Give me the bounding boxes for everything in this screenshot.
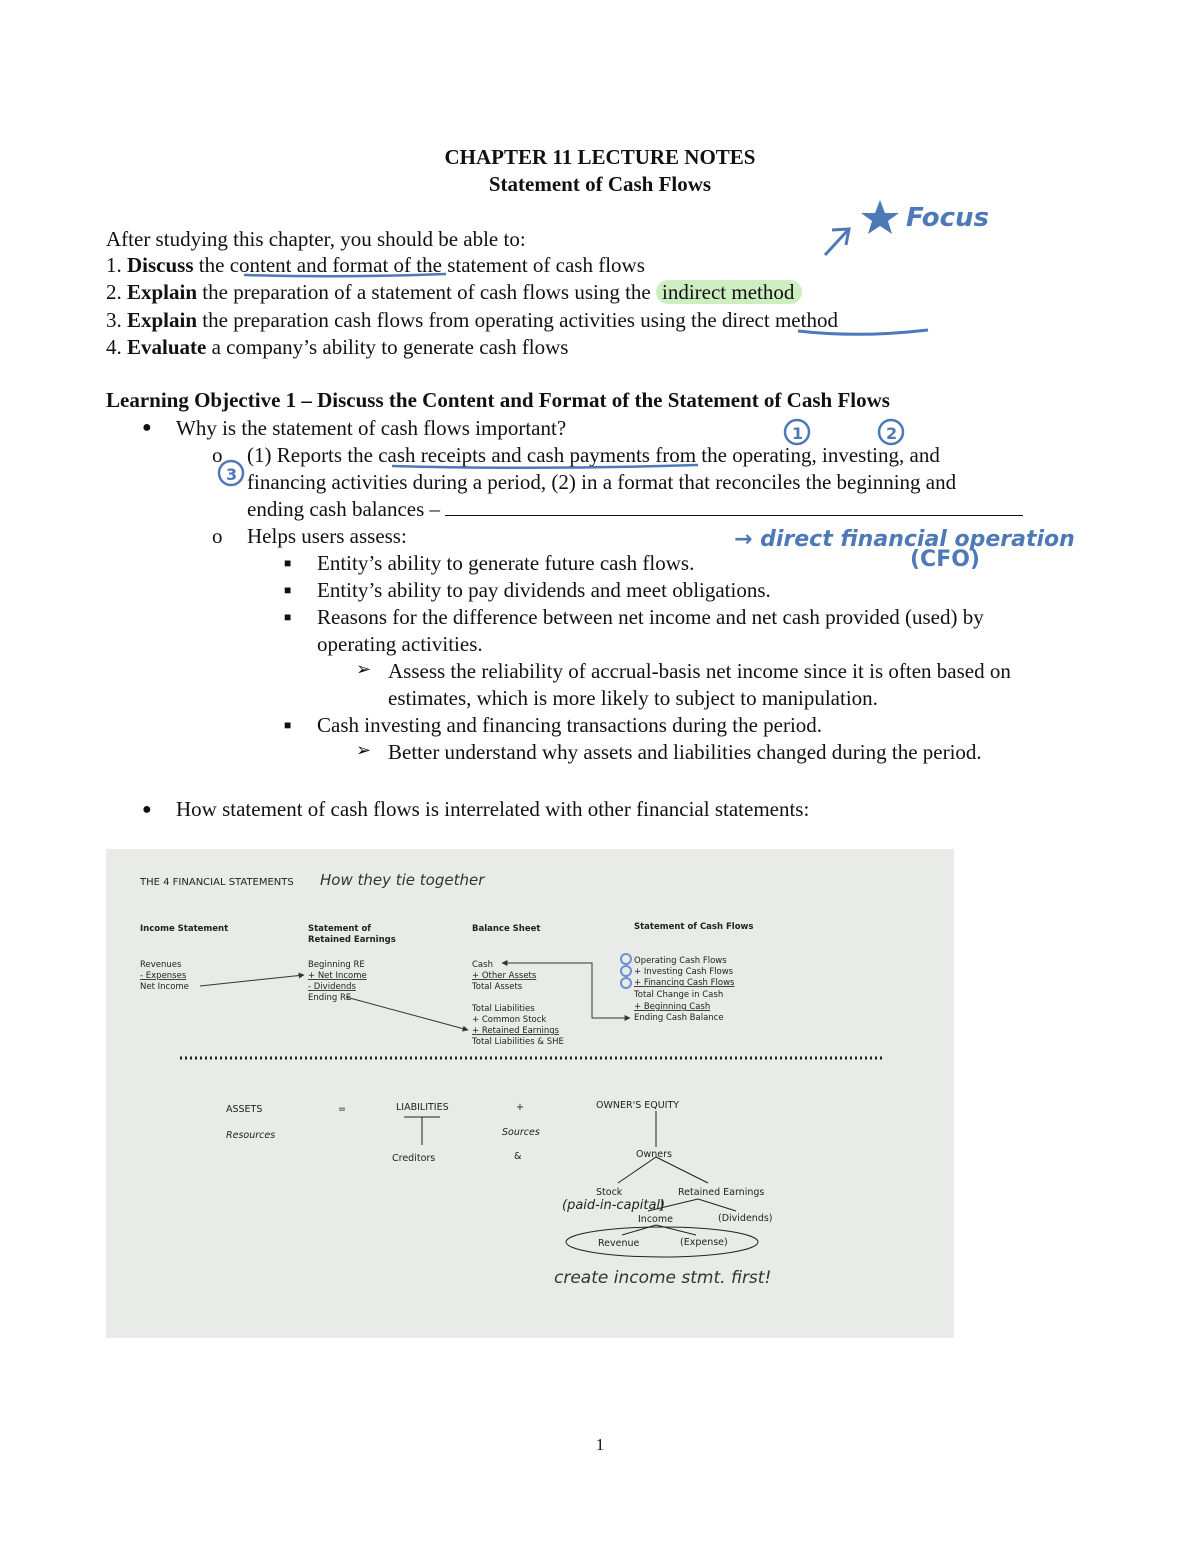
assess-item: Entity’s ability to pay dividends and meet obligations. (317, 578, 771, 602)
eq-resources: Resources (226, 1130, 276, 1141)
objective-verb: Explain (127, 308, 198, 332)
bs-line: + Common Stock (472, 1015, 547, 1025)
eq-creditors: Creditors (392, 1153, 436, 1164)
sub-bullet-o-icon: o (212, 524, 223, 548)
photo-drawing (106, 849, 954, 1338)
objective-verb: Evaluate (127, 335, 207, 359)
objective-number: 4. (106, 335, 122, 359)
re-line: - Dividends (308, 982, 356, 992)
eq-paid-in-capital: (paid-in-capital) (562, 1198, 666, 1213)
cf-line: + Financing Cash Flows (634, 978, 735, 988)
cf-line: Ending Cash Balance (634, 1013, 724, 1023)
bullet-icon: ● (142, 801, 152, 818)
bullet-question: Why is the statement of cash flows important? (176, 416, 567, 440)
circle-label: 1 (792, 424, 804, 443)
objective-text: the statement of cash flows (411, 253, 645, 277)
bs-line: Total Liabilities (472, 1004, 535, 1014)
eq-sources: Sources (502, 1127, 540, 1138)
eq-income: Income (638, 1214, 673, 1225)
eq-owners: Owners (636, 1149, 672, 1160)
re-head: Statement of (308, 924, 371, 934)
re-line: + Net Income (308, 971, 367, 981)
re-line: Beginning RE (308, 960, 365, 970)
reports-line-2: financing activities during a period, (2) in a format that reconciles the beginning and (247, 470, 957, 494)
cf-line: Total Change in Cash (634, 990, 724, 1000)
circle-label: 3 (226, 465, 238, 484)
objective-text: a company’s ability to generate cash flows (206, 335, 569, 359)
assess-item: Reasons for the difference between net income and net cash provided (used) by (317, 605, 984, 629)
cf-line: + Beginning Cash (634, 1002, 711, 1012)
eq-assets: ASSETS (226, 1104, 263, 1115)
financial-statements-photo (106, 849, 954, 1338)
income-line: Revenues (140, 960, 182, 970)
bs-line: + Retained Earnings (472, 1026, 560, 1036)
eq-stock: Stock (596, 1187, 623, 1198)
chapter-title: CHAPTER 11 LECTURE NOTES (444, 145, 756, 169)
objective-text: the preparation of a statement of cash flows using the (197, 280, 656, 304)
assess-sub-item-continued: estimates, which is more likely to subject to manipulation. (388, 686, 878, 710)
assess-item: Entity’s ability to generate future cash flows. (317, 551, 695, 575)
eq-dividends: (Dividends) (718, 1213, 773, 1224)
objective-underlined-text: content and format of (229, 253, 412, 277)
assess-sub-item: Assess the reliability of accrual-basis net income since it is often based on (388, 659, 1011, 683)
eq-owners-equity: OWNER'S EQUITY (596, 1100, 680, 1111)
income-statement-head: Income Statement (140, 924, 229, 934)
underlined-text: cash receipts and cash payments (378, 443, 650, 467)
interrelated-text: How statement of cash flows is interrelated with other financial statements: (176, 797, 810, 821)
objective-number: 1. (106, 253, 122, 277)
bs-line: Total Liabilities & SHE (472, 1037, 564, 1047)
cfo-abbreviation: (CFO) (910, 547, 980, 572)
assess-item: Cash investing and financing transactions during the period. (317, 713, 823, 737)
eq-liabilities: LIABILITIES (396, 1102, 449, 1113)
cf-line: + Investing Cash Flows (634, 967, 734, 977)
eq-expense: (Expense) (680, 1237, 728, 1248)
square-bullet-icon: ■ (284, 583, 292, 597)
square-bullet-icon: ■ (284, 718, 292, 732)
re-line: Ending RE (308, 993, 352, 1003)
bs-line: Total Assets (472, 982, 523, 992)
page-number: 1 (595, 1435, 605, 1454)
eq-hand-note: create income stmt. first! (554, 1268, 772, 1288)
objective-highlighted-text: indirect method (656, 280, 802, 304)
intro-text: After studying this chapter, you should be able to: (106, 227, 526, 251)
square-bullet-icon: ■ (284, 556, 292, 570)
bs-line: + Other Assets (472, 971, 537, 981)
focus-note: Focus (906, 203, 990, 233)
income-line: - Expenses (140, 971, 187, 981)
cf-line: Operating Cash Flows (634, 956, 727, 966)
square-bullet-icon: ■ (284, 610, 292, 624)
balance-sheet-head: Balance Sheet (472, 924, 541, 934)
bs-line: Cash (472, 960, 493, 970)
objective-text: the (193, 253, 230, 277)
text: ending cash balances – (247, 497, 441, 521)
eq-plus: + (516, 1102, 524, 1113)
objective-text: the preparation cash flows from operating activities using the (197, 308, 722, 332)
photo-title: THE 4 FINANCIAL STATEMENTS (140, 877, 294, 888)
star-icon (861, 200, 899, 234)
assess-item-continued: operating activities. (317, 632, 483, 656)
objective-verb: Discuss (127, 253, 194, 277)
re-head: Retained Earnings (308, 935, 396, 945)
objective-underlined-text: direct method (721, 308, 838, 332)
income-line: Net Income (140, 982, 189, 992)
photo-hand-title: How they tie together (320, 871, 485, 889)
text: (1) Reports the (247, 443, 379, 467)
arrow-icon (825, 230, 848, 255)
sub-bullet-o-icon: o (212, 443, 223, 467)
circle-label: 2 (886, 424, 898, 443)
helps-users-text: Helps users assess: (247, 524, 407, 548)
learning-objective-heading: Learning Objective 1 – Discuss the Content and Format of the Statement of Cash Flows (106, 388, 890, 412)
eq-revenue: Revenue (598, 1238, 640, 1249)
eq-retained: Retained Earnings (678, 1187, 765, 1198)
bullet-icon: ● (142, 419, 152, 436)
arrowhead-bullet-icon: ➢ (356, 659, 372, 679)
objective-verb: Explain (127, 280, 198, 304)
objective-number: 2. (106, 280, 122, 304)
objective-number: 3. (106, 308, 122, 332)
arrowhead-bullet-icon: ➢ (356, 740, 372, 760)
eq-equals: = (338, 1104, 346, 1115)
cash-flows-head: Statement of Cash Flows (634, 922, 754, 932)
text: from the operating, investing, and (649, 443, 940, 467)
eq-amp: & (514, 1151, 522, 1162)
assess-sub-item: Better understand why assets and liabilities changed during the period. (388, 740, 982, 764)
cfo-note: → direct financial operation (734, 527, 1075, 552)
chapter-subtitle: Statement of Cash Flows (488, 172, 712, 196)
